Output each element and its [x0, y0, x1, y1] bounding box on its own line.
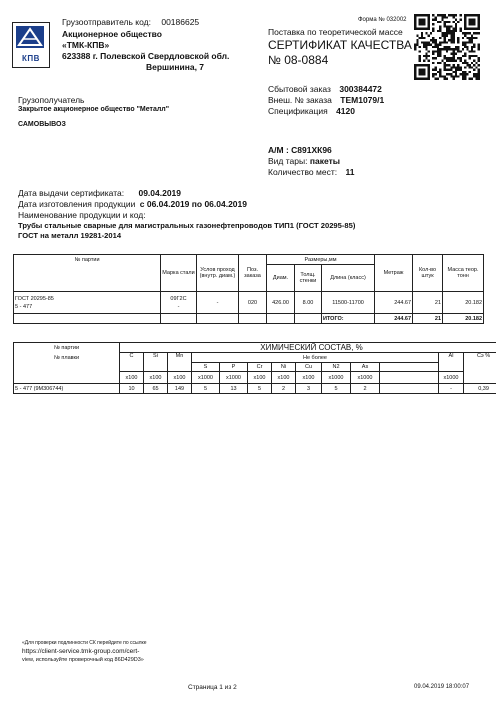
el-mn: Mn	[168, 353, 192, 372]
tmk-emblem-icon	[16, 26, 44, 48]
unit-cu: x100	[296, 372, 322, 384]
unit-si: x100	[144, 372, 168, 384]
wall-value: 8.00	[295, 292, 322, 314]
specification-label: Спецификация	[268, 106, 328, 116]
delivery-method: САМОВЫВОЗ	[18, 121, 66, 128]
val-ni: 2	[272, 384, 296, 394]
batch-standard: ГОСТ 20295-85	[15, 295, 54, 302]
issue-date-label: Дата выдачи сертификата:	[18, 188, 125, 198]
specification-line	[268, 106, 355, 116]
manufacture-date-label: Дата изготовления продукции	[18, 199, 136, 209]
col-qty: Кол-во штук	[413, 255, 443, 292]
page-number: Страница 1 из 2	[188, 684, 237, 691]
mass-value: 20.182	[443, 292, 484, 314]
certificate-title: СЕРТИФИКАТ КАЧЕСТВА	[268, 38, 412, 52]
col-pos: Поз. заказа	[239, 255, 267, 292]
no-more-label: Не более	[192, 353, 439, 363]
unit-cr: x100	[248, 372, 272, 384]
manufacture-date-line	[18, 199, 247, 209]
unit-n2: x1000	[322, 372, 351, 384]
shipper-address-2: Вершинина, 7	[146, 62, 205, 72]
unit-c: x100	[120, 372, 144, 384]
external-order-line	[268, 95, 384, 105]
unit-ni: x100	[272, 372, 296, 384]
steel-grade: 09Г2С	[170, 295, 187, 302]
chemical-composition-table	[13, 342, 496, 394]
issue-date-line	[18, 188, 181, 198]
col-mass: Масса теор. тонн	[443, 255, 484, 292]
el-ni: Ni	[272, 363, 296, 372]
product-name-line2: ГОСТ на металл 19281-2014	[18, 231, 122, 240]
pos-value: 020	[239, 292, 267, 314]
shipper-code-line	[62, 17, 199, 27]
verify-link[interactable]: https://client-service.tmk-group.com/cert-	[22, 648, 140, 655]
package-value: пакеты	[309, 156, 340, 166]
shipper-address-1: 623388 г. Полевской Свердловской обл.	[62, 51, 230, 61]
col-wall: Толщ. стенки	[295, 265, 322, 292]
unit-p: x1000	[220, 372, 248, 384]
unit-al: x1000	[439, 372, 464, 384]
el-s: S	[192, 363, 220, 372]
total-mass: 20.182	[443, 314, 484, 324]
batch-number: 5 - 477	[15, 303, 33, 310]
specification-value: 4120	[336, 106, 355, 116]
vehicle-line	[268, 145, 332, 155]
verify-note-1: «Для проверки подлинности СК перейдите по ссылке	[22, 640, 147, 646]
col-length: Длина (класс)	[322, 265, 375, 292]
certificate-subtitle: Поставка по теоретической массе	[268, 27, 403, 37]
el-p: P	[220, 363, 248, 372]
col-diam: Диам.	[267, 265, 295, 292]
condition-value: -	[197, 292, 239, 314]
val-cr: 5	[248, 384, 272, 394]
diam-value: 426.00	[267, 292, 295, 314]
shipper-name-1: Акционерное общество	[62, 29, 162, 39]
el-as: As	[351, 363, 380, 372]
issue-date-value: 09.04.2019	[138, 188, 182, 198]
unit-s: x1000	[192, 372, 220, 384]
batch-label: № партии	[14, 343, 120, 353]
val-cu: 3	[296, 384, 322, 394]
el-cr: Cr	[248, 363, 272, 372]
places-label: Количество мест:	[268, 167, 338, 177]
el-n2: N2	[322, 363, 351, 372]
val-p: 13	[220, 384, 248, 394]
places-value: 11	[345, 167, 355, 177]
total-row	[14, 314, 484, 324]
total-meters: 244.67	[375, 314, 413, 324]
qty-value: 21	[413, 292, 443, 314]
val-c: 10	[120, 384, 144, 394]
sales-order-value: 300384472	[339, 84, 382, 94]
unit-as: x1000	[351, 372, 380, 384]
val-as: 2	[351, 384, 380, 394]
company-logo	[12, 22, 50, 68]
el-cu: Cu	[296, 363, 322, 372]
col-grade: Марка стали	[161, 255, 197, 292]
el-al: Al	[439, 353, 464, 372]
val-mn: 149	[168, 384, 192, 394]
col-meters: Метраж	[375, 255, 413, 292]
print-timestamp: 09.04.2019 18:00:07	[414, 684, 470, 690]
vehicle-label: А/М :	[268, 145, 289, 155]
verify-note-3: view, используйте проверочный код 86D429D3»	[22, 657, 144, 663]
external-order-value: ТЕМ1079/1	[340, 95, 385, 105]
logo-text: КПВ	[22, 54, 40, 63]
unit-mn: x100	[168, 372, 192, 384]
length-value: 11500-11700	[322, 292, 375, 314]
val-s: 5	[192, 384, 220, 394]
shipper-code-label: Грузоотправитель код:	[62, 17, 151, 27]
package-line	[268, 156, 340, 166]
vehicle-value: С891ХК96	[291, 145, 332, 155]
el-ce: Сэ %	[464, 353, 496, 384]
manufacture-date-value: с 06.04.2019 по 06.04.2019	[139, 199, 247, 209]
product-name-line1: Трубы стальные сварные для магистральных газонефтепроводов ТИП1 (ГОСТ 20295-85)	[18, 221, 356, 230]
total-label: ИТОГО:	[322, 314, 375, 324]
consignee-name: Закрытое акционерное общество "Металл"	[18, 106, 170, 113]
el-c: C	[120, 353, 144, 372]
steel-grade-2: -	[177, 303, 180, 310]
heat-label: № плавки	[14, 353, 120, 363]
sales-order-line	[268, 84, 382, 94]
val-ce: 0,39	[464, 384, 496, 394]
external-order-label: Внеш. № заказа	[268, 95, 332, 105]
total-qty: 21	[413, 314, 443, 324]
shipper-name-2: «ТМК-КПВ»	[62, 40, 110, 50]
shipment-table	[13, 254, 484, 324]
places-line	[268, 167, 354, 177]
chem-title: ХИМИЧЕСКИЙ СОСТАВ, %	[120, 343, 496, 353]
col-condition: Услов проход (внутр. диам.)	[197, 255, 239, 292]
certificate-number: № 08-0884	[268, 53, 329, 67]
shipper-code: 00186625	[161, 17, 200, 27]
package-label: Вид тары:	[268, 156, 308, 166]
qr-code-icon	[414, 14, 480, 80]
col-sizes: Размеры,мм	[267, 255, 375, 265]
val-n2: 5	[322, 384, 351, 394]
product-label: Наименование продукции и код:	[18, 210, 146, 220]
heat-id: 5 - 477 (9M306744)	[14, 384, 120, 394]
table-row	[14, 292, 484, 314]
val-al: -	[439, 384, 464, 394]
val-si: 65	[144, 384, 168, 394]
col-batch: № партии	[14, 255, 161, 265]
sales-order-label: Сбытовой заказ	[268, 84, 331, 94]
meters-value: 244.67	[375, 292, 413, 314]
form-number: Форма № 032002	[358, 17, 407, 23]
table-row	[14, 384, 496, 394]
el-si: Si	[144, 353, 168, 372]
consignee-label: Грузополучатель	[18, 95, 85, 105]
